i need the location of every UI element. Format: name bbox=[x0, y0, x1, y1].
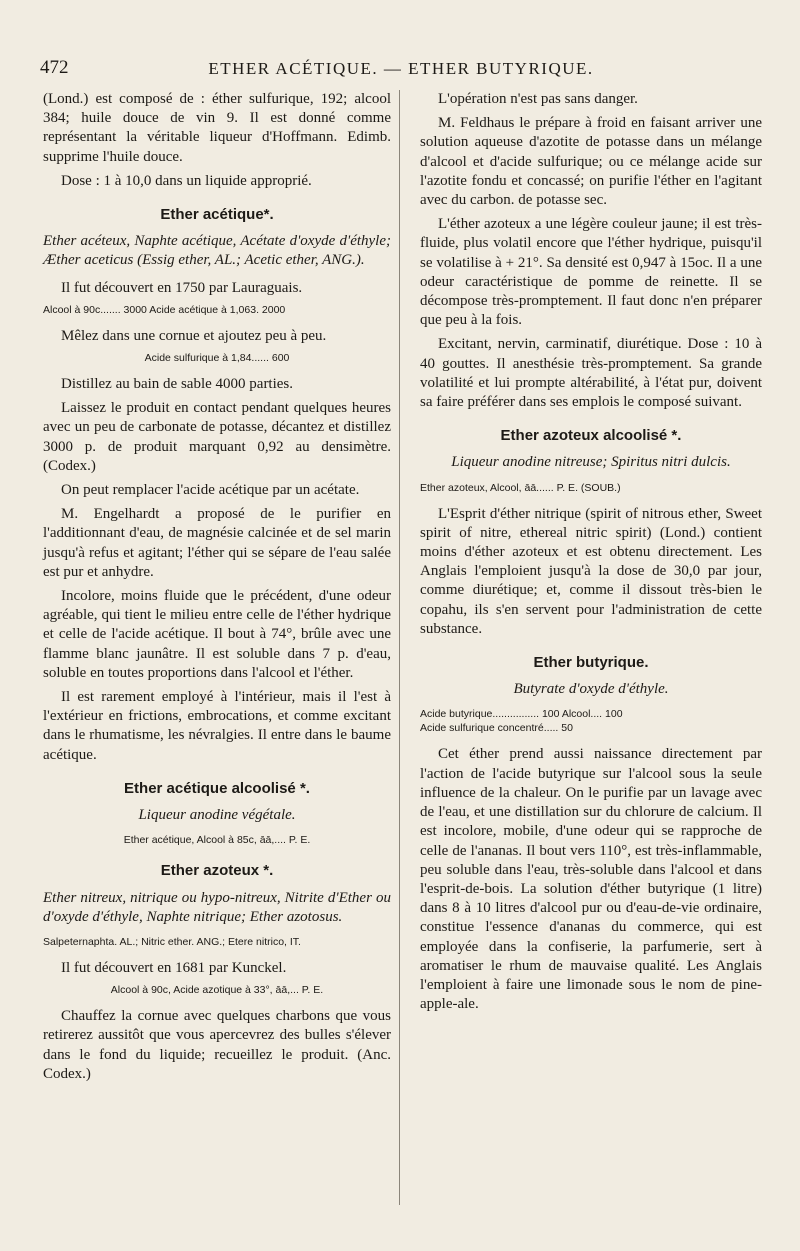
running-title: ETHER ACÉTIQUE. — ETHER BUTYRIQUE. bbox=[208, 59, 594, 78]
recipe-line: Salpeternaphta. AL.; Nitric ether. ANG.; Etere nitrico, IT. bbox=[43, 935, 301, 948]
synonyms: Ether acéteux, Naphte acétique, Acétate d'oxyde d'éthyle; Æther aceticus (Essig ether, AL.; Acetic ether, ANG.). bbox=[43, 233, 391, 269]
recipe-line: Alcool à 90c....... 3000 Acide acétique à 1,063. 2000 bbox=[43, 303, 286, 316]
paragraph: Cet éther prend aussi naissance directement par l'action de l'acide butyrique sur l'alcool sous la seule influence de la chaleur. On le purifie par un lavage avec de l'eau, et une distillation sur du chlorure de calcium. Il est incolore, mobile, d'une odeur qui se rapproche de celle de l'ananas. Il bout vers 110°, est très-inflammable, peu soluble dans l'eau, très-soluble dans l'alcool et dans l'esprit-de-bois. La solution d'éther butyrique (1 litre) dans 8 à 10 litres d'alcool pur ou d'eau-de-vie ordinaire, constitue l'essence d'ananas du commerce, qui est employée dans la confiserie, la parfumerie, sert à aromatiser le rhum de mauvaise qualité. Les Anglais l'emploient à faire une limonade sous le nom de pine-apple-ale. bbox=[420, 746, 762, 1013]
synonyms: Ether nitreux, nitrique ou hypo-nitreux, Nitrite d'Ether ou d'oxyde d'éthyle, Naphte nitrique; Ether azotosus. bbox=[43, 889, 391, 925]
synonyms: Butyrate d'oxyde d'éthyle. bbox=[513, 681, 669, 698]
paragraph: L'opération n'est pas sans danger. bbox=[438, 91, 638, 107]
column-divider bbox=[399, 90, 400, 1205]
page-number: 472 bbox=[40, 57, 69, 78]
paragraph: M. Engelhardt a proposé de le purifier en l'additionnant d'eau, de magnésie calcinée et de sel marin jusqu'à refus et agitant; l'éther qui se sépare de l'eau salée est pur et anhydre. bbox=[43, 506, 391, 580]
section-heading: Ether azoteux alcoolisé *. bbox=[500, 427, 682, 445]
recipe-line: Ether acétique, Alcool à 85c, āā,.... P. E. bbox=[123, 834, 311, 847]
paragraph: L'Esprit d'éther nitrique (spirit of nitrous ether, Sweet spirit of nitre, ethereal nitric spirit) (Lond.) contient moins d'éther azoteux et est obtenu directement. Les Anglais l'emploient jusqu'à la dose de 30,0 par jour, comme diurétique; et, comme il dissout très-bien le copahu, ils s'en servent pour l'administration de cette substance. bbox=[420, 505, 762, 637]
paragraph: L'éther azoteux a une légère couleur jaune; il est très-fluide, plus volatil encore que l'éther hydrique, puisqu'il se volatilise à + 21°. Sa densité est 0,947 à 15oc. Il a une odeur caractéristique de pomme de reinette. Il se décompose très-promptement. Il faut donc n'en préparer que peu à la fois. bbox=[420, 216, 762, 329]
paragraph: Il est rarement employé à l'intérieur, mais il l'est à l'extérieur en frictions, embrocations, et comme excitant dans le rhumatisme, les névralgies. Il entre dans le baume acétique. bbox=[43, 689, 391, 763]
paragraph: Chauffez la cornue avec quelques charbons que vous retirerez aussitôt que vous apercevrez des bulles s'élever dans le fond du liquide; recueillez le produit. (Anc. Codex.) bbox=[43, 1008, 391, 1082]
recipe-line: Ether azoteux, Alcool, āā...... P. E. (SOUB.) bbox=[420, 481, 621, 494]
recipe-line: Acide butyrique................ 100 Alcool.... 100 bbox=[420, 708, 623, 721]
paragraph: Incolore, moins fluide que le précédent, d'une odeur agréable, qui tient le milieu entre celle de l'éther hydrique et celle de l'acide acétique. Il bout à 74°, brûle avec une flamme blanc jaunâtre. Il est soluble dans 7 p. d'eau, soluble en toutes proportions dans l'alcool et l'éther. bbox=[43, 588, 391, 681]
left-column bbox=[43, 90, 391, 1089]
recipe-line: Alcool à 90c, Acide azotique à 33°, āā,... P. E. bbox=[110, 984, 324, 997]
paragraph: Laissez le produit en contact pendant quelques heures avec un peu de carbonate de potasse, décantez et distillez 3000 p. de produit marquant 0,92 au densimètre. (Codex.) bbox=[43, 400, 391, 474]
right-column bbox=[420, 90, 762, 1019]
section-heading: Ether acétique alcoolisé *. bbox=[124, 779, 310, 797]
paragraph: Mêlez dans une cornue et ajoutez peu à peu. bbox=[61, 327, 327, 344]
recipe-line: Acide sulfurique concentré..... 50 bbox=[420, 722, 573, 735]
paragraph: Dose : 1 à 10,0 dans un liquide approprié. bbox=[61, 172, 312, 189]
paragraph: On peut remplacer l'acide acétique par un acétate. bbox=[61, 482, 360, 499]
synonyms: Liqueur anodine végétale. bbox=[138, 807, 296, 824]
paragraph: M. Feldhaus le prépare à froid en faisant arriver une solution aqueuse d'azotite de potasse dans un mélange d'alcool et d'acide sulfurique; ou ce mélange acide sur l'azotite fondu et concassé; on purifie l'éther en l'agitant avec du carbon. de potasse sec. bbox=[420, 115, 762, 209]
page-header bbox=[40, 57, 762, 81]
section-heading: Ether azoteux *. bbox=[160, 862, 274, 880]
recipe-line: Acide sulfurique à 1,84...... 600 bbox=[144, 352, 290, 365]
paragraph: (Lond.) est composé de : éther sulfurique, 192; alcool 384; huile douce de vin 9. Il est donné comme représentant la véritable liqueur d'Hoffmann. Edimb. supprime l'huile douce. bbox=[43, 91, 391, 165]
paragraph: Il fut découvert en 1750 par Lauraguais. bbox=[61, 279, 303, 296]
section-heading: Ether acétique*. bbox=[160, 206, 274, 224]
synonyms: Liqueur anodine nitreuse; Spiritus nitri dulcis. bbox=[451, 454, 731, 471]
section-heading: Ether butyrique. bbox=[533, 654, 649, 672]
paragraph: Il fut découvert en 1681 par Kunckel. bbox=[61, 959, 287, 976]
paragraph: Excitant, nervin, carminatif, diurétique. Dose : 10 à 40 gouttes. Il anesthésie très-promptement. Sa grande volatilité et lui prompte altérabilité, à l'état pur, doivent sa faire préférer dans ses emplois le composé suivant. bbox=[420, 336, 762, 411]
paragraph: Distillez au bain de sable 4000 parties. bbox=[61, 376, 294, 393]
